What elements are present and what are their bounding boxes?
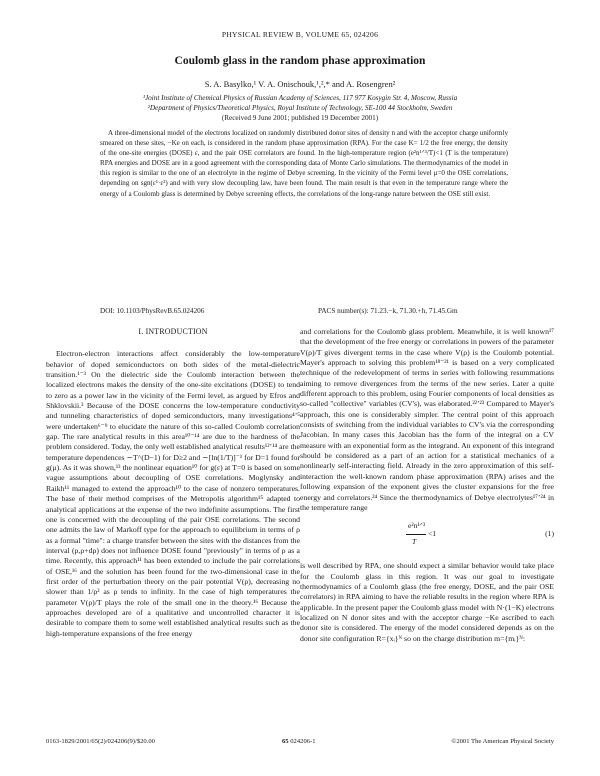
right-column: [300, 327, 554, 644]
page-footer: [46, 738, 554, 748]
intro-paragraph-right-2: is well described by RPA, one should expect a similar behavior would take place for the Coulomb glass in this region. It was our goal to investigate thermodynamics of a Coulomb glass (the free energy, DOSE, and the pair OSE correlators) in RPA aiming to have the reliable results in the region where RPA is applicable. In the present paper the Coulomb glass model with N·(1−K) electrons localized on N donor sites and with the acceptor charge −Ke ascribed to each donor site is considered. The energy of the model considered depends as on the donor site configuration R={xᵢ}ᴺ so on the charge distribution m={mᵢ}ᴺ:: [300, 561, 554, 643]
left-column: [46, 327, 300, 639]
running-head: PHYSICAL REVIEW B, VOLUME 65, 024206: [221, 30, 379, 39]
intro-paragraph-right-1: and correlations for the Coulomb glass problem. Meanwhile, it is well known¹⁷ that the development of the free energy or correlations in powers of the parameter V(ρ)/T gives divergent terms in the case where V(ρ) is the Coulomb potential. Mayer's approach to solving this problem¹⁸⁻²¹ is based on a very complicated technique of the redevelopment of terms in series with following resummations aiming to remove divergences from the terms of the new series. Later a quite different approach to this problem, using Fourier components of local densities as so-called "collective" variables (CV's), was elaborated.²²ʼ²³ Compared to Mayer's approach, this one is considerably simpler. The central point of this approach consists of switching from the individual variables to CV's via the corresponding Jacobian. In many cases this Jacobian has the form of the integral on a CV measure with an exponential form as the integrand. An exponent of this integrand should be considered as a part of an action for a statistical mechanics of a nonlinearly self-interacting field. Already in the zero approximation of this self-interaction the well-known random phase approximation (RPA) arises and the following expansion of the exponent gives the cluster expansions for the free energy and correlators.²⁴ Since the thermodynamics of Debye electrolytes¹⁷ʼ²⁴ in the temperature range: [300, 327, 554, 512]
affiliation-2: ²Department of Physics/Theoretical Physics, Royal Institute of Technology, SE-100 44 Stockholm, Sweden: [147, 104, 453, 112]
intro-paragraph-left: Electron-electron interactions affect considerably the low-temperature behavior of doped semiconductors on both sides of the metal-dielectric transition.¹⁻³ On the dielectric side the Coulomb interaction between the localized electrons makes the density of the one-site excitations (DOSE) to tend to zero as a power law in the vicinity of the Fermi level, as argued by Efros and Shklovskii.³ Because of the DOSE concerns the low-temperature conductivity and tunneling characteristics of doped semiconductors, many investigations⁴ʼ⁵ were undertaken⁶⁻⁹ to elucidate the nature of this so-called Coulomb correlation gap. The rare analytical results in this area¹⁰⁻¹⁴ are due to the hardness of the problem considered. Today, the only well established analytical results¹²ʼ¹⁴ are the temperature dependences ∼T^(D−1) for D≥2 and ∼[ln(1/T)]⁻¹ for D=1 found for g(μ). As it was shown,¹³ the nonlinear equation¹⁰ for g(ε) at T=0 is based on some vague assumptions about decoupling of OSE correlations. Moglynsky and Raikh¹¹ managed to extend the approach¹⁰ to the case of nonzero temperatures. The base of their method comprises of the Metropolis algorithm¹⁵ adapted to analytical applications at the expense of the two indefinite assumptions. The first one is concerned with the decoupling of the pair OSE correlations. The second one admits the law of Markoff type for the approach to equilibrium in terms of ρ as a formal "time": a charge transfer between the sites with the distances from the interval (ρ,ρ+dρ) does not influence DOSE found "previously" in terms of ρ as a time. Recently, this approach¹¹ has been extended to include the pair correlations of OSE,¹⁶ and the solution has been found for the two-dimensional case in the first order of the perturbation theory on the pair potential V(ρ), decreasing no slower than 1/ρ² as ρ tends to infinity. In the case of high temperatures the parameter V(ρ)/T plays the role of the small one in the theory.¹⁶ Because the approaches developed are of a qualitative and uncontrolled character it is desirable to compare them to some well established analytical results such as the high-temperature expansions of the free energy: [46, 349, 300, 638]
doi[interactable]: DOI: 10.1103/PhysRevB.65.024206: [100, 307, 205, 315]
footer-copyright: ©2001 The American Physical Society: [451, 738, 554, 745]
equation-denominator: T: [412, 537, 417, 547]
doi-pacs-line: [100, 307, 508, 315]
footer-code: 0163-1829/2001/65(2)/024206(9)/$20.00: [46, 738, 155, 745]
article-title: Coulomb glass in the random phase approximation: [174, 55, 426, 67]
abstract: A three-dimensional model of the electrons localized on randomly distributed donor sites of density n and with the acceptor charge uniformly smeared on these sites, −Ke on each, is considered in the random phase approximation (RPA). For the case K= 1/2 the free energy, the density of the one-site energies (DOSE) ε, and the pair OSE correlators are found. In the high-temperature region (e²n¹ᐟ³/T)<1 (T is the temperature) RPA energies and DOSE are in a good agreement with the corresponding data of Monte Carlo simulations. The thermodynamics of the model in this region is similar to the one of an electrolyte in the regime of Debye screening. In the vicinity of the Fermi level μ=0 the OSE correlations, depending on sgn(ε¹·ε²) and with very slow decoupling law, have been found. The main result is that even in the temperature range where the energy of a Coulomb glass is determined by Debye screening effects, the correlations of the long-range nature between the OSE still exist.: [100, 129, 508, 198]
equation-number: (1): [545, 529, 554, 539]
section-heading: I. INTRODUCTION: [138, 327, 208, 336]
received-dates: (Received 9 June 2001; published 19 December 2001): [221, 114, 379, 122]
equation-numerator: e²n¹ᐟ³: [408, 521, 426, 531]
footer-page: [282, 738, 316, 745]
footer-volume: 65: [282, 738, 289, 745]
affiliation-1: ¹Joint Institute of Chemical Physics of Russian Academy of Sciences, 117 977 Kosygin Str. 4, Moscow, Russia: [142, 94, 458, 102]
equation-1: [300, 515, 554, 557]
author-list: S. A. Basylko,¹ V. A. Onischouk,¹,²,* and A. Rosengren²: [204, 79, 396, 89]
fraction-bar: [406, 534, 426, 535]
pacs-numbers: PACS number(s): 71.23.−k, 71.30.+h, 71.45.Gm: [318, 307, 458, 315]
equation-relation: <1: [428, 529, 437, 539]
footer-page-number: 024206-1: [290, 738, 316, 745]
